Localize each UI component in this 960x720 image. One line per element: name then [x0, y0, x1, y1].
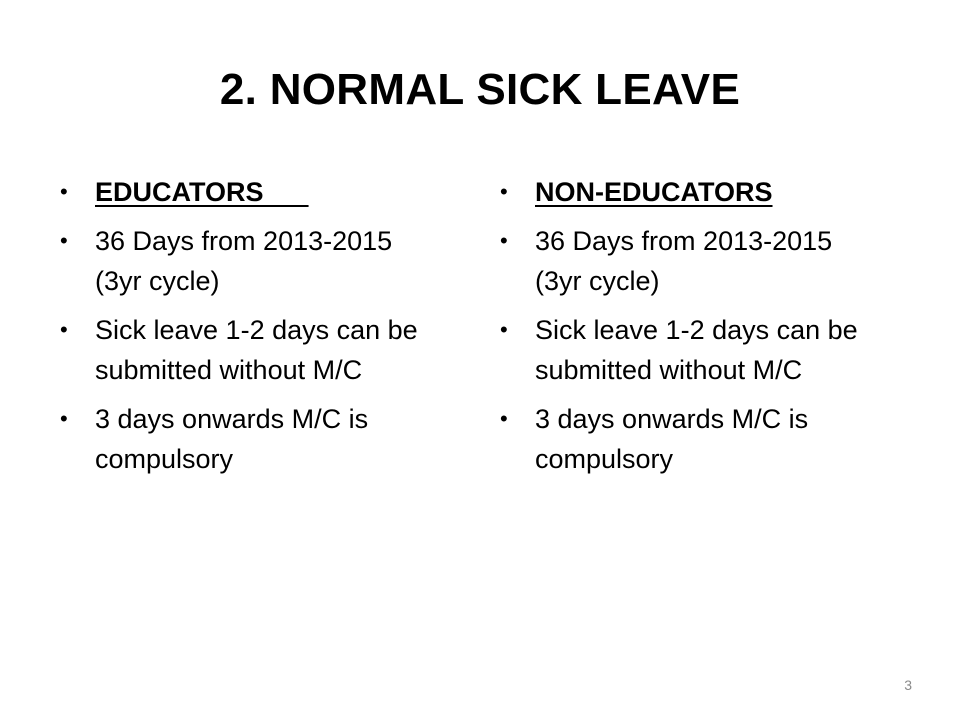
page-number: 3: [904, 677, 912, 693]
list-item-text: Sick leave 1-2 days can be submitted without M/C: [535, 315, 858, 385]
list-item-text: 3 days onwards M/C is compulsory: [535, 404, 809, 474]
column-heading-non-educators: NON-EDUCATORS: [535, 177, 773, 207]
list-item: [500, 399, 872, 479]
bullet-icon: •: [60, 317, 68, 342]
bullet-icon: •: [60, 406, 68, 431]
list-item: [500, 310, 872, 390]
bullet-icon: •: [500, 228, 508, 253]
bullet-icon: •: [60, 179, 68, 204]
list-item: [500, 172, 872, 212]
list-item-text: 36 Days from 2013-2015 (3yr cycle): [535, 226, 833, 296]
slide-title: 2. NORMAL SICK LEAVE: [219, 65, 741, 114]
bullet-icon: •: [60, 228, 68, 253]
list-item: [500, 221, 872, 301]
list-item: [60, 221, 432, 301]
list-item-text: 3 days onwards M/C is compulsory: [95, 404, 369, 474]
list-item-text: 36 Days from 2013-2015 (3yr cycle): [95, 226, 393, 296]
list-item: [60, 399, 432, 479]
list-item: [60, 172, 432, 212]
list-item-text: Sick leave 1-2 days can be submitted without M/C: [95, 315, 418, 385]
educators-column: [60, 172, 432, 488]
non-educators-column: [500, 172, 872, 488]
list-item: [60, 310, 432, 390]
bullet-icon: •: [500, 317, 508, 342]
bullet-icon: •: [500, 179, 508, 204]
column-heading-educators: EDUCATORS: [95, 177, 264, 207]
bullet-icon: •: [500, 406, 508, 431]
